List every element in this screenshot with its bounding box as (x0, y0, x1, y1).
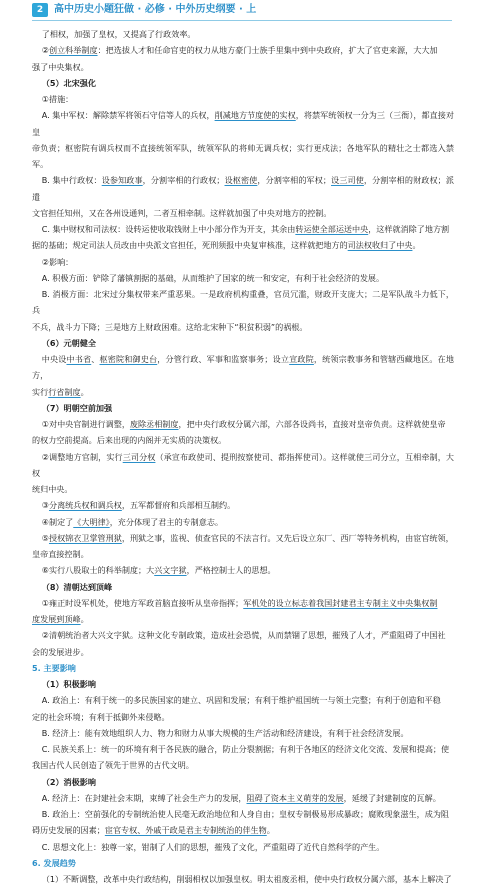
text-run: B. 经济上：能有效地组织人力、物力和财力从事大规模的生产活动和经济建设，有利于社会经济发展。 (41, 727, 409, 738)
text-run: B. 集中行政权： (41, 175, 102, 186)
text-run: ④制定了 (41, 516, 74, 527)
section-heading (32, 855, 454, 871)
underlined-key-term: 阻碍了资本主义萌芽的发展 (246, 792, 344, 803)
text-line (32, 497, 454, 513)
text-run: ①雍正时设军机处，使地方军政首脑直接听从皇帝指挥； (41, 597, 244, 608)
section-heading (32, 400, 454, 416)
text-run: ，把中央行政权分属六部，六部各设尚书，直接对皇帝负责。这样就使皇帝 (178, 419, 446, 429)
text-line (32, 91, 454, 107)
text-run: C. 集中财权和司法权：设转运使收取钱财上中小部分作为开支，其余由 (41, 224, 296, 234)
text-line (32, 107, 454, 140)
text-run: 会的发展进步。 (32, 646, 89, 657)
text-run: ①对中央官制进行调整， (41, 419, 130, 429)
text-run: 统归中央。 (32, 484, 73, 494)
text-line (32, 611, 454, 627)
underlined-key-term: 司法权收归了中央 (347, 240, 413, 251)
section-heading (32, 774, 454, 790)
underlined-key-term: 度发展到顶峰 (32, 614, 81, 624)
text-line (32, 172, 454, 205)
text-line (32, 286, 454, 319)
underlined-key-term: 削减地方节度使的实权 (214, 110, 296, 121)
text-line (32, 205, 454, 221)
underlined-key-term: 授权锦衣卫掌管刑狱 (48, 532, 122, 543)
text-run: （5）北宋强化 (41, 77, 96, 88)
text-line (32, 692, 454, 708)
text-run: A. 经济上：在封建社会末期，束缚了社会生产力的发展， (41, 792, 247, 803)
text-line (32, 270, 454, 286)
text-run: 皇帝直接控制。 (32, 549, 89, 559)
text-run: （8）清朝达到顶峰 (41, 581, 113, 592)
text-run: ①措施： (41, 94, 74, 104)
text-run: 帝负责；枢密院有调兵权而不直接统领军队，统领军队的将帅无调兵权；实行更戍法；各地军队的精壮之士都选入禁军。 (32, 142, 454, 169)
section-heading (32, 660, 454, 676)
text-run: （1）积极影响 (41, 679, 96, 689)
running-title: 高中历史小题狂做 · 必修 · 中外历史纲要 · 上 (54, 4, 257, 15)
text-run: ②调整地方官制，实行 (41, 451, 123, 462)
text-run: （1）不断调整，改革中央行政结构，削弱相权以加强皇权。明太祖废丞相，使中央行政权分属六部，基本上解决了 (41, 874, 452, 884)
text-run: 。 (80, 614, 89, 624)
underlined-key-term: 枢密院和御史台 (99, 354, 158, 364)
underlined-key-term: 转运使全部运送中央 (295, 224, 369, 234)
text-run: 6. 发展趋势 (32, 857, 76, 868)
underlined-key-term: 分离统兵权和调兵权 (48, 500, 122, 511)
underlined-key-term: 行省制度 (48, 386, 81, 397)
page-number: 2 (32, 3, 48, 17)
text-run: ，严格控制士人的思想。 (186, 565, 276, 576)
text-line (32, 741, 454, 757)
text-run: 我国古代人民创造了领先于世界的古代文明。 (32, 760, 194, 771)
text-line (32, 822, 454, 838)
text-run: C. 思想文化上：独尊一家，钳制了人们的思想，摧残了文化，严重阻碍了近代自然科学的产生。 (41, 841, 385, 852)
section-heading (32, 335, 454, 351)
text-run: 碍历史发展的因素； (32, 825, 105, 836)
text-run: （2）消极影响 (41, 776, 96, 787)
text-run: B. 政治上：空前强化的专制统治使人民毫无政治地位和人身自由；皇权专制极易形成暴政；腐败现象滋生，成为阻 (41, 809, 450, 819)
section-heading (32, 676, 454, 692)
text-line (32, 319, 454, 335)
text-run: ，分割宰相的行政权； (142, 175, 225, 186)
section-heading (32, 75, 454, 91)
text-line (32, 384, 454, 400)
text-run: 。 (412, 240, 421, 251)
text-run: ，将禁军统领权一分为三（三衙），都直接对皇 (32, 110, 454, 137)
text-run: （6）元朝健全 (41, 337, 96, 348)
text-run: 。 (80, 386, 89, 397)
text-line (32, 26, 454, 42)
text-line (32, 546, 454, 562)
text-line (32, 42, 454, 58)
page-header (0, 0, 480, 24)
text-run: 文官担任知州，又在各州设通判，二者互相牵制。这样就加强了中央对地方的控制。 (32, 207, 332, 218)
text-line (32, 254, 454, 270)
text-run: A. 集中军权：解除禁军将领石守信等人的兵权， (41, 110, 215, 121)
text-run: 强了中央集权。 (32, 61, 89, 72)
text-run: ②影响： (41, 256, 74, 267)
text-run: 的权力空前提高。后来出现的内阁并无实质的决策权。 (32, 435, 227, 446)
text-line (32, 627, 454, 643)
underlined-key-term: 创立科举制度 (48, 45, 98, 56)
text-run: ⑥实行八股取士的科举制度；大 (41, 565, 155, 576)
text-run: ，充分体现了君主的专制意志。 (109, 516, 224, 527)
text-run: （7）明朝空前加强 (41, 402, 113, 413)
text-run: ，五军都督府和兵部相互制约。 (121, 500, 236, 511)
text-run: ，分管行政、军事和监察事务；设立 (157, 354, 290, 364)
text-line (32, 595, 454, 611)
text-line (32, 757, 454, 773)
text-run: ，分割宰相的军权； (257, 175, 332, 186)
text-run: 了相权，加强了皇权，又提高了行政效率。 (41, 29, 196, 39)
text-run: ，延缓了封建制度的瓦解。 (343, 792, 441, 803)
text-run: 、 (91, 354, 100, 364)
header-rule (32, 20, 452, 21)
section-heading (32, 579, 454, 595)
text-run: 据的基础；规定司法人员改由中央派文官担任，死刑须报中央复审核准，这样就把地方的 (32, 240, 348, 251)
text-run: 5. 主要影响 (32, 662, 76, 673)
text-run: 中央设 (41, 354, 67, 364)
text-run: ，分割宰相的财政权；派遣 (32, 175, 454, 202)
text-run: 。 (266, 825, 275, 836)
underlined-key-term: 《大明律》 (73, 516, 110, 527)
underlined-key-term: 废除丞相制度 (129, 419, 179, 429)
text-line (32, 839, 454, 855)
text-line (32, 530, 454, 546)
text-run: ：把选拔人才和任命官吏的权力从地方豪门士族手里集中到中央政府，扩大了官吏来源，大大加 (97, 45, 438, 56)
text-run: 定的社会环境；有利于抵御外来侵略。 (32, 711, 170, 722)
text-line (32, 514, 454, 530)
text-line (32, 237, 454, 253)
body-text (32, 26, 454, 887)
text-line (32, 790, 454, 806)
text-run: （承宣布政使司、提刑按察使司、都指挥使司）。这样就使三司分立，互相牵制，大权 (32, 451, 454, 478)
text-run: 实行 (32, 386, 49, 397)
underlined-key-term: 设参知政事 (101, 175, 143, 186)
text-line (32, 221, 454, 237)
text-line (32, 449, 454, 482)
underlined-key-term: 三司分权 (122, 451, 156, 462)
text-line (32, 59, 454, 75)
text-line (32, 806, 454, 822)
text-line (32, 871, 454, 887)
underlined-key-term: 兴文字狱 (154, 565, 187, 576)
text-run: B. 消极方面：北宋过分集权带来严重恶果。一是政府机构重叠，官员冗滥，财政开支庞大；二是军队战斗力低下，兵 (32, 289, 454, 316)
text-run: ⑤ (41, 532, 49, 543)
underlined-key-term: 宣政院 (289, 354, 314, 364)
text-line (32, 351, 454, 384)
underlined-key-term: 设枢密使 (224, 175, 258, 186)
text-run: A. 政治上：有利于统一的多民族国家的建立、巩固和发展；有利于维护祖国统一与领土完整；有利于创造和平稳 (41, 695, 441, 706)
underlined-key-term: 宦官专权、外戚干政是君主专制统治的伴生物 (104, 825, 267, 836)
text-line (32, 725, 454, 741)
text-run: 不兵，战斗力下降；三是地方上财政困难。这给北宋种下“积贫积弱”的祸根。 (32, 321, 308, 332)
text-run: ，刑狱之事，监视、侦查官民的不法言行。又先后设立东厂、西厂等特务机构，由宦官统领， (121, 532, 454, 543)
text-run: ，统领宗教事务和管辖西藏地区。在地方， (32, 354, 454, 381)
underlined-key-term: 中书省 (66, 354, 92, 364)
text-run: ，这样就消除了地方割 (368, 224, 450, 234)
text-line (32, 562, 454, 578)
text-line (32, 416, 454, 432)
text-run: ②清朝统治者大兴文字狱。这种文化专制政策，造成社会恐慌，从而禁锢了思想，摧残了人才，严重阻碍了中国社 (41, 630, 446, 641)
text-line (32, 481, 454, 497)
text-line (32, 140, 454, 173)
underlined-key-term: 军机处的设立标志着我国封建君主专制主义中央集权制 (243, 597, 438, 608)
text-run: C. 民族关系上：统一的环境有利于各民族的融合，防止分裂割据；有利于各地区的经济文化交流、发展和提高；使 (41, 744, 450, 754)
text-run: A. 积极方面：铲除了藩镇割据的基础，从而维护了国家的统一和安定，有利于社会经济的发展。 (41, 272, 385, 283)
underlined-key-term: 设三司使 (331, 175, 364, 186)
text-run: ② (41, 45, 49, 56)
text-run: ③ (41, 500, 49, 511)
text-line (32, 432, 454, 448)
text-line (32, 644, 454, 660)
